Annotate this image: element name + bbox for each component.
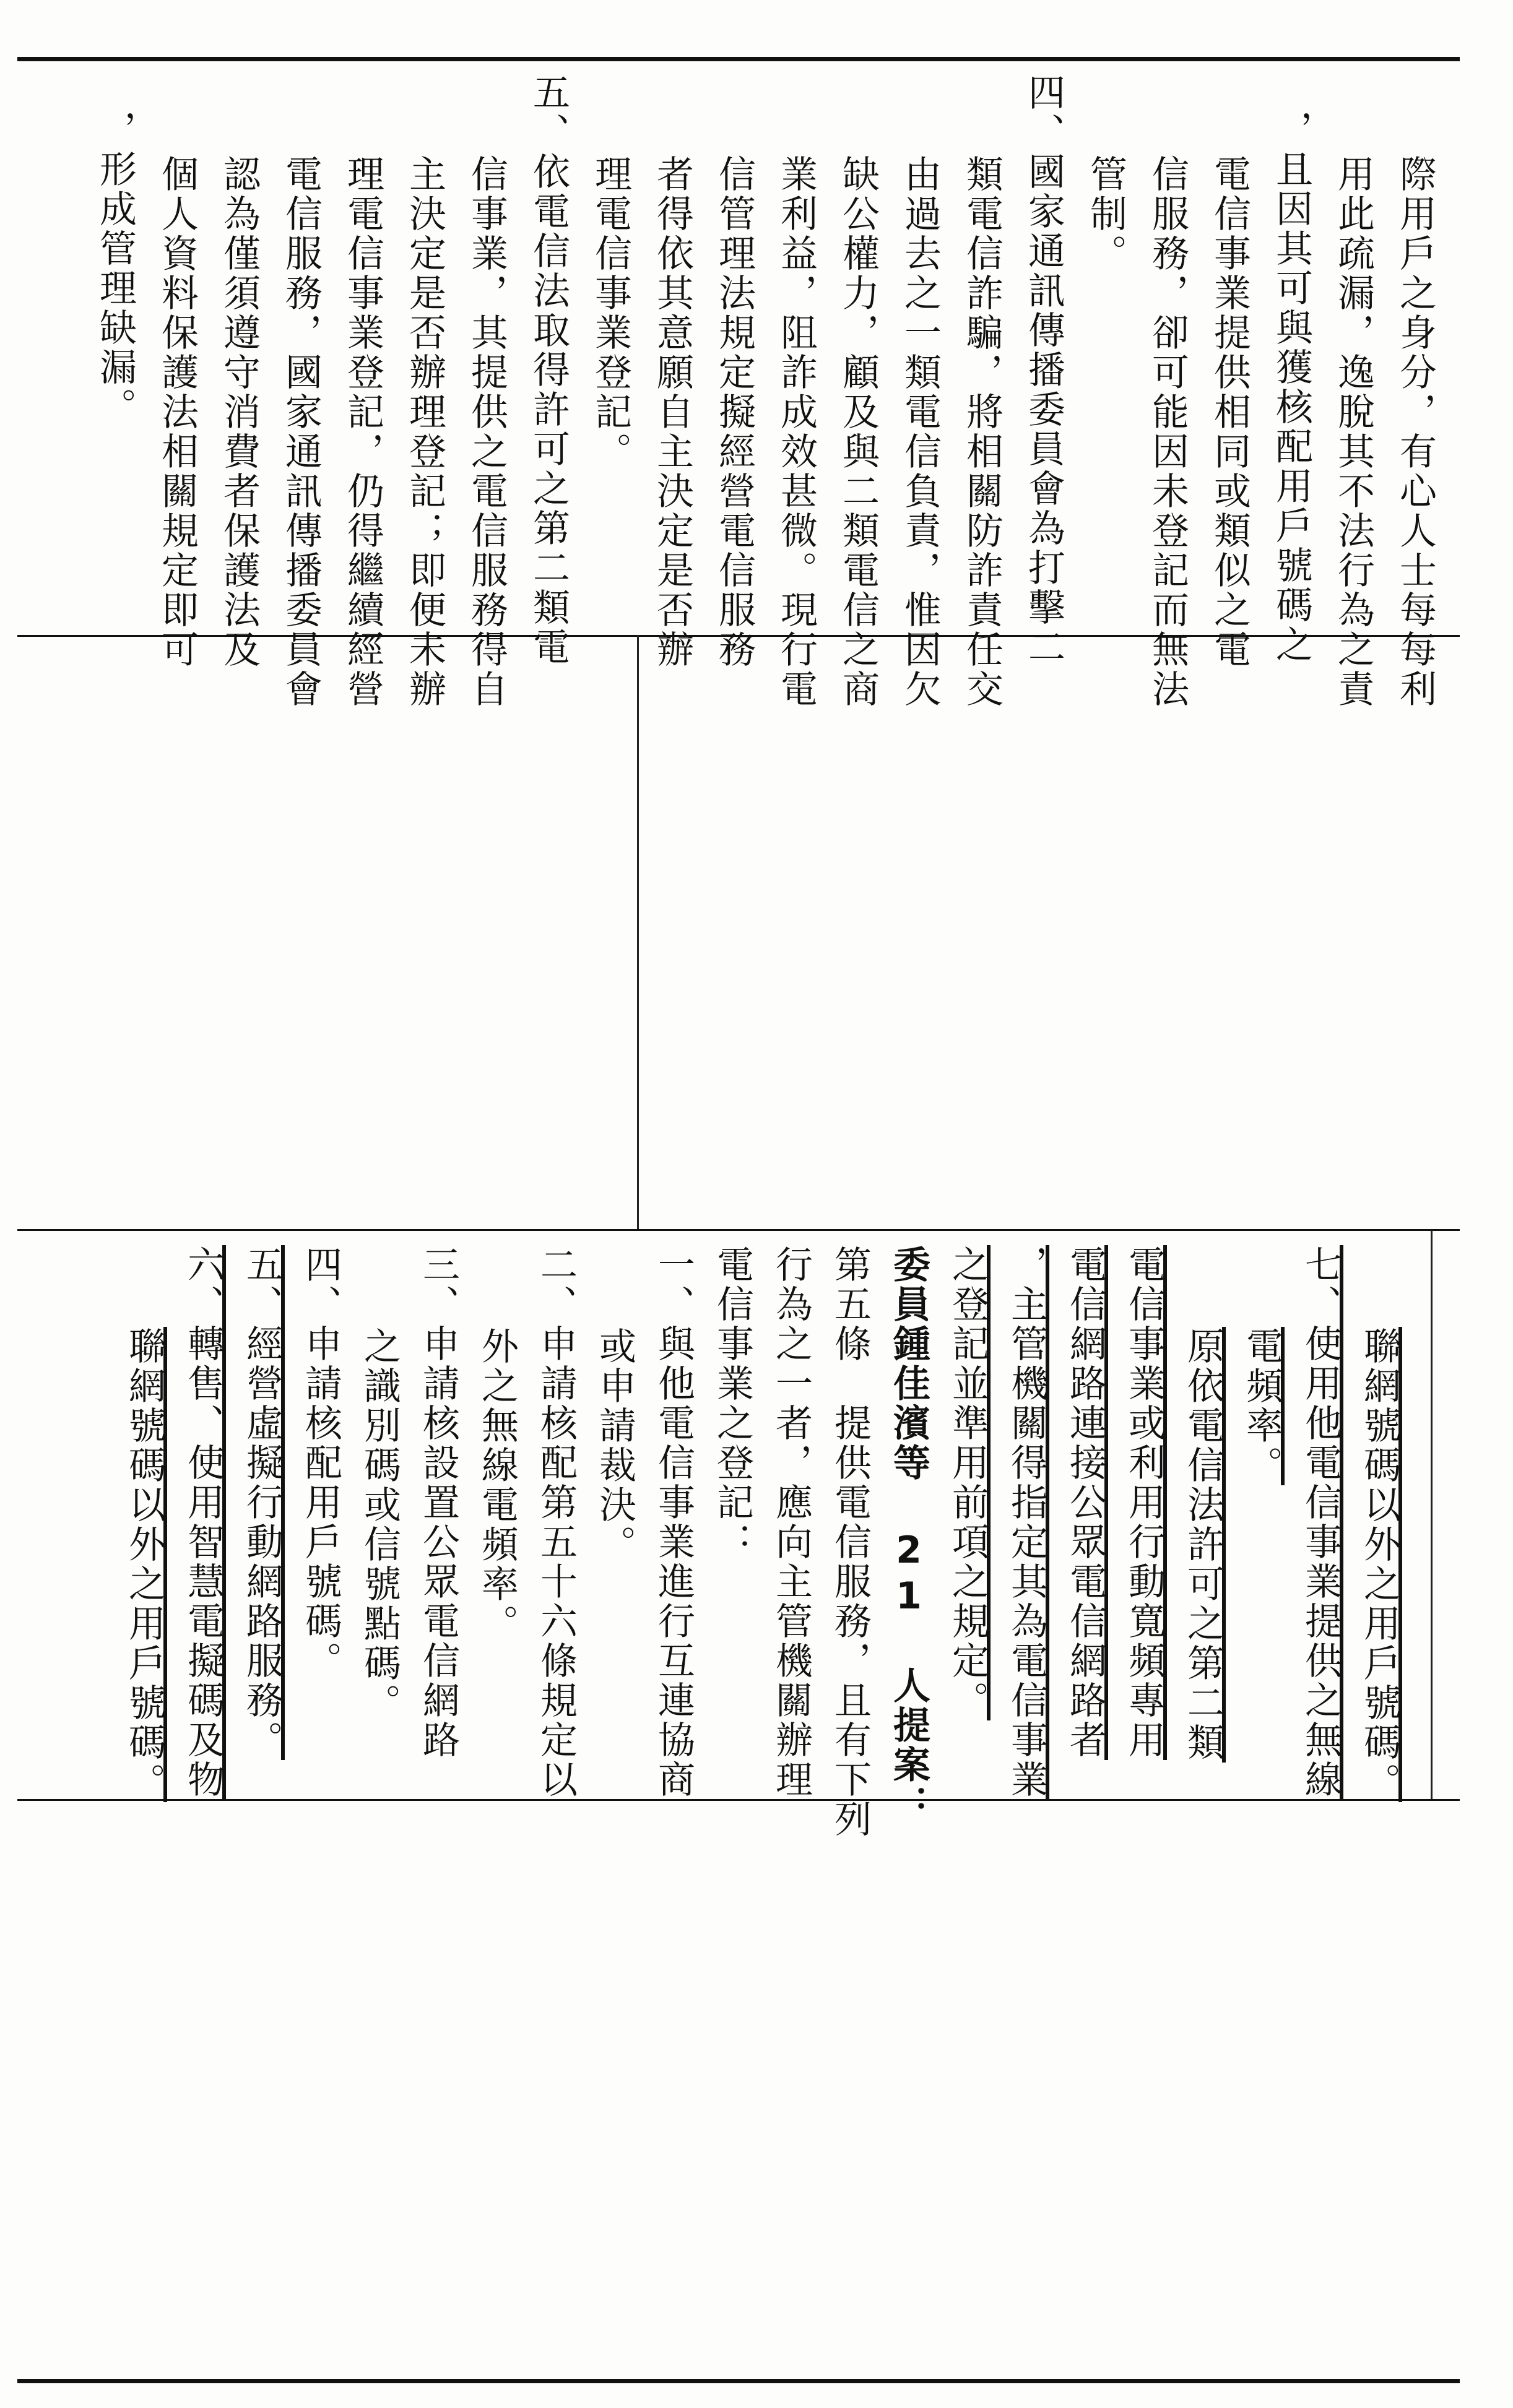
lower-line-5: 電信事業或利用行動寬頻專用 <box>1122 1245 1166 1760</box>
lower-line-11: 行為之一者，應向主管機關辦理 <box>770 1245 813 1800</box>
upper-line-2: 用此疏漏，逸脫其不法行為之責 <box>1332 155 1375 709</box>
lower-right-separator <box>1431 1230 1433 1799</box>
upper-line-20: 認為僅須遵守消費者保護法及 <box>217 155 261 670</box>
lower-line-14: 或申請裁決。 <box>593 1327 636 1564</box>
lower-line-16: 外之無線電頻率。 <box>475 1327 519 1644</box>
lower-line-8: 之登記並準用前項之規定。 <box>946 1245 989 1720</box>
lower-line-21: 六、轉售、使用智慧電擬碼及物 <box>181 1245 225 1800</box>
upper-line-17: 主決定是否辦理登記；即便未辦 <box>403 155 446 709</box>
upper-line-9: 由過去之一類電信負責，惟因欠 <box>898 155 942 709</box>
upper-line-8: 類電信詐騙，將相關防詐責任交 <box>960 155 1004 709</box>
upper-left-separator <box>637 635 639 1229</box>
upper-line-21: 個人資料保護法相關規定即可 <box>155 155 199 670</box>
upper-line-11: 業利益，阻詐成效甚微。現行電 <box>774 155 818 709</box>
lower-line-15: 二、申請核配第五十六條規定以 <box>534 1245 578 1800</box>
lower-line-3: 電頻率。 <box>1240 1327 1283 1485</box>
lower-line-1: 聯網號碼以外之用戶號碼。 <box>1358 1327 1401 1802</box>
lower-line-19: 四、申請核配用戶號碼。 <box>299 1245 342 1681</box>
upper-line-22: ，形成管理缺漏。 <box>93 110 137 427</box>
upper-line-19: 電信服務，國家通訊傳播委員會 <box>279 155 323 709</box>
upper-line-7: 四、國家通訊傳播委員會為打擊二 <box>1022 73 1065 667</box>
lower-line-22: 聯網號碼以外之用戶號碼。 <box>123 1327 166 1802</box>
lower-line-2: 七、使用他電信事業提供之無線 <box>1299 1245 1342 1800</box>
lower-line-4: 原依電信法許可之第二類 <box>1181 1327 1225 1763</box>
lower-line-18: 之識別碼或信號點碼。 <box>358 1327 401 1723</box>
top-rule <box>17 57 1460 61</box>
lower-line-17: 三、申請核設置公眾電信網路 <box>417 1245 460 1760</box>
upper-line-6: 管制。 <box>1084 155 1127 274</box>
lower-line-6: 電信網路連接公眾電信網路者 <box>1064 1245 1107 1760</box>
upper-line-3: ，且因其可與獲核配用戶號碼之 <box>1270 110 1313 665</box>
upper-line-15: 五、依電信法取得許可之第二類電 <box>527 73 570 667</box>
upper-line-10: 缺公權力，顧及與二類電信之商 <box>836 155 880 709</box>
upper-line-4: 電信事業提供相同或類似之電 <box>1208 155 1251 670</box>
upper-line-12: 信管理法規定擬經營電信服務 <box>713 155 756 670</box>
upper-line-5: 信服務，卻可能因未登記而無法 <box>1146 155 1189 709</box>
upper-line-16: 信事業，其提供之電信服務得自 <box>465 155 508 709</box>
upper-line-13: 者得依其意願自主決定是否辦 <box>651 155 694 670</box>
upper-line-18: 理電信事業登記，仍得繼續經營 <box>341 155 384 709</box>
upper-line-14: 理電信事業登記。 <box>589 155 632 472</box>
upper-line-1: 際用戶之身分，有心人士每每利 <box>1394 155 1437 709</box>
lower-line-10: 第五條 提供電信服務，且有下列 <box>828 1245 872 1839</box>
lower-line-9: 委員鍾佳濱等 21 人提案： <box>887 1245 930 1824</box>
lower-line-7: ，主管機關得指定其為電信事業 <box>1005 1245 1048 1800</box>
bottom-rule <box>17 2379 1460 2383</box>
lower-block-top-rule <box>17 1229 1460 1231</box>
lower-line-20: 五、經營虛擬行動網路服務。 <box>240 1245 284 1760</box>
lower-line-12: 電信事業之登記： <box>711 1245 754 1562</box>
lower-line-13: 一、與他電信事業進行互連協商 <box>652 1245 695 1800</box>
